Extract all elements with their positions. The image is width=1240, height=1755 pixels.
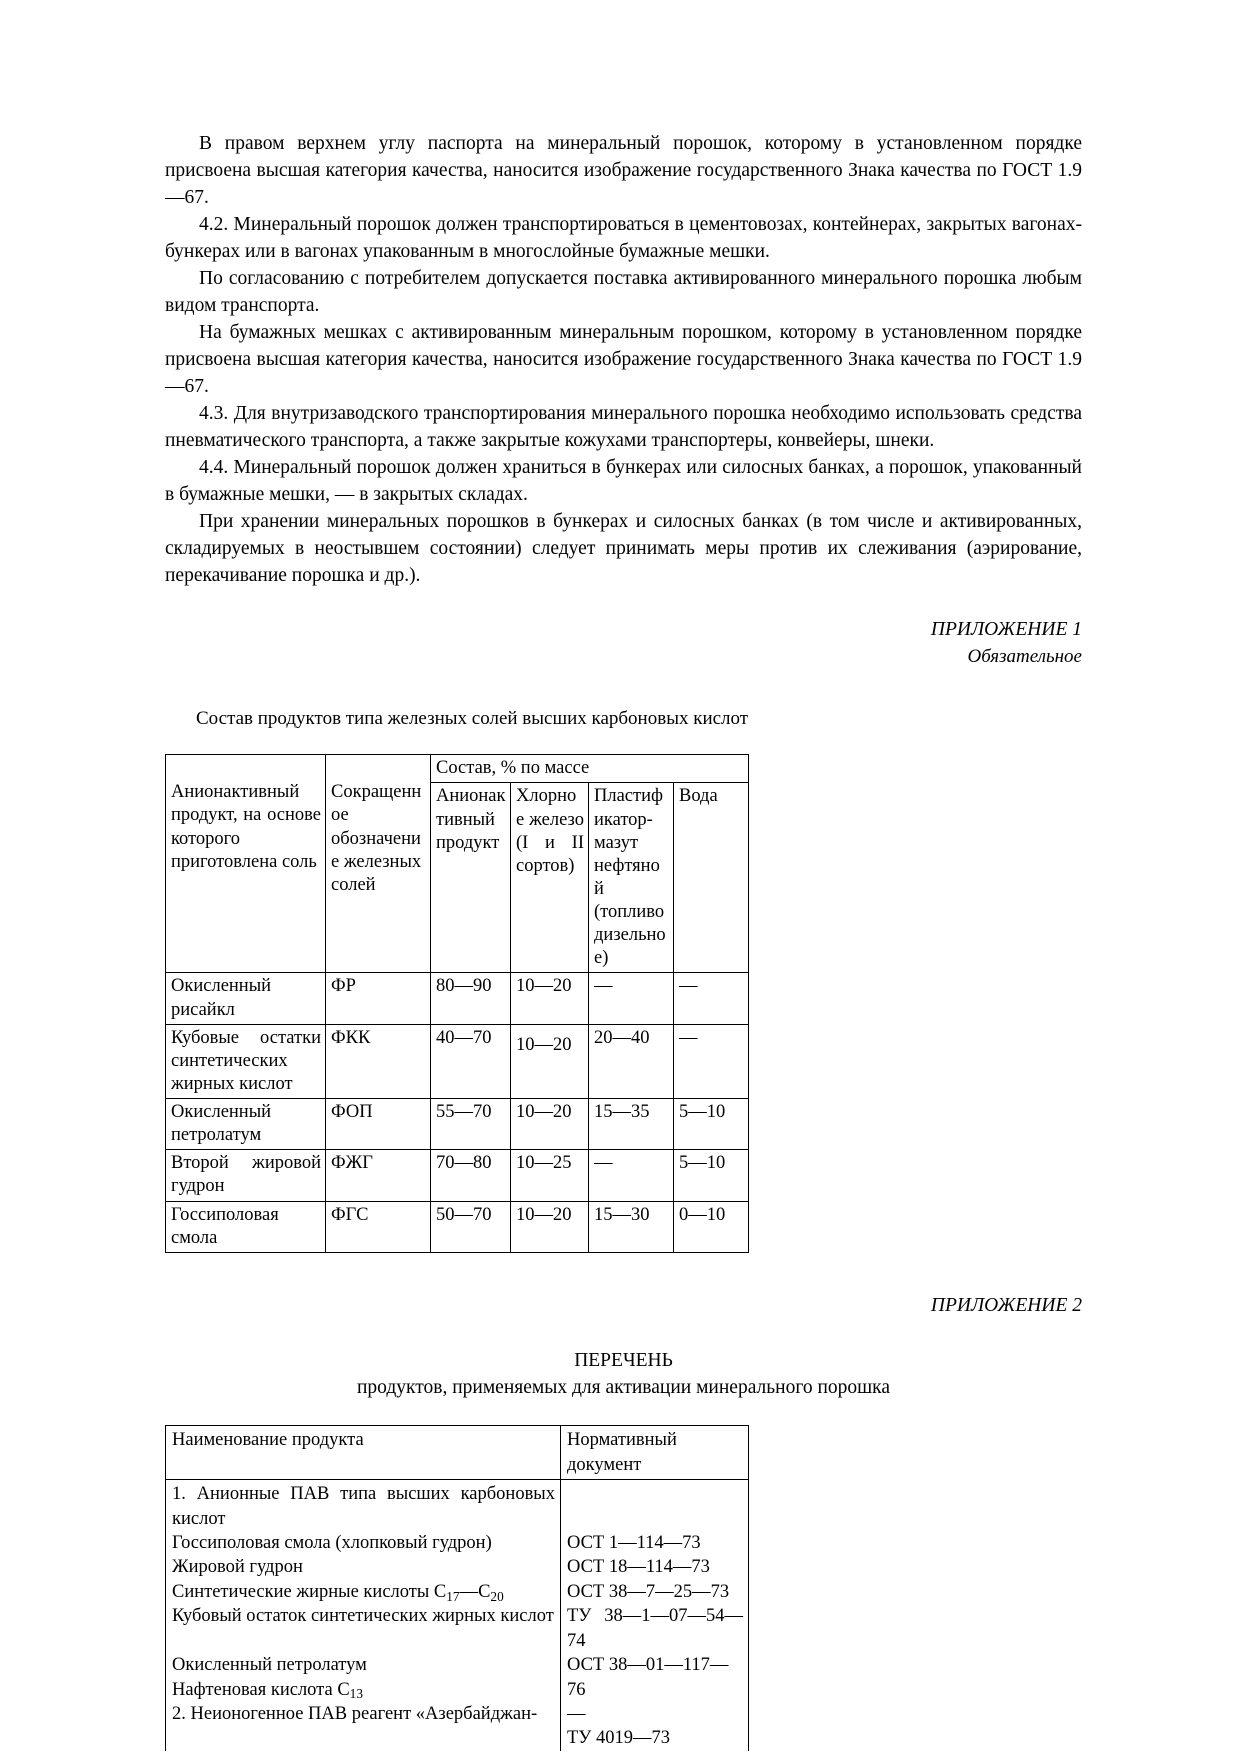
list-item: 2. Неионогенное ПАВ реагент «Азербайджан- xyxy=(172,1703,538,1724)
cell-ferric: 10—25 xyxy=(511,1150,589,1201)
list-item: Кубовый остаток синтетических жирных кислот xyxy=(172,1606,554,1627)
paragraph-7: При хранении минеральных порошков в бункерах и силосных банках (в том числе и активированных, складируемых в неостывшем состоянии) следует принимать меры против их слеживания (аэрирование, перекачивание порошка и др.). xyxy=(165,511,1082,586)
doc-item-blank xyxy=(567,1482,743,1506)
table-1-caption: Состав продуктов типа железных солей высших карбоновых кислот xyxy=(196,707,749,729)
cell-plasticizer: 15—30 xyxy=(589,1201,674,1252)
header-plasticizer-col: Пластификатор-мазут нефтяной (топливо дизельное) xyxy=(589,783,674,973)
header-composition-group: Состав, % по массе xyxy=(431,755,749,783)
appendix-2-subtitle: продуктов, применяемых для активации минерального порошка xyxy=(356,1377,890,1399)
doc-item: ОСТ 18—114—73 xyxy=(567,1557,710,1578)
cell-ferric: 10—20 xyxy=(511,1099,589,1150)
cell-product: Кубовые остатки синтетических жирных кислот xyxy=(166,1024,326,1098)
paragraph-3: По согласованию с потребителем допускается поставка активированного минерального порошка любым видом транспорта. xyxy=(165,268,1082,316)
cell-plasticizer: 20—40 xyxy=(589,1024,674,1098)
cell-anionic: 80—90 xyxy=(431,973,511,1024)
cell-product: Госсиполовая смола xyxy=(166,1201,326,1252)
cell-product: Окисленный рисайкл xyxy=(166,973,326,1024)
list-item: Нафтеновая кислота $C_{13}$ xyxy=(172,1679,363,1702)
header-anionic-product: Анионактивный продукт, на основе которого приготовлена соль xyxy=(166,755,326,973)
cell-water: 5—10 xyxy=(674,1150,749,1201)
cell-anionic: 40—70 xyxy=(431,1024,511,1098)
header-normative-document: Нормативный документ xyxy=(561,1426,749,1480)
cell-product: Окисленный петролатум xyxy=(166,1099,326,1150)
header-short-designation: Сокращенное обозначение железных солей xyxy=(326,755,431,973)
table-row xyxy=(166,973,749,1024)
table-row-list xyxy=(166,1480,749,1751)
paragraph-4: На бумажных мешках с активированным минеральным порошком, которому в установленном порядке присвоена высшая категория качества, наносится изображение государственного Знака качества по ГОСТ 1.9—67. xyxy=(165,322,1082,397)
table-row-header xyxy=(166,1426,749,1480)
cell-plasticizer: — xyxy=(589,1150,674,1201)
cell-water: — xyxy=(674,973,749,1024)
table-row-group-header xyxy=(166,755,749,783)
composition-table xyxy=(165,754,749,1253)
cell-product-names xyxy=(166,1480,561,1751)
list-item: Синтетические жирные кислоты $C_{17}—C_{20}$ xyxy=(172,1581,504,1604)
cell-code: ФКК xyxy=(326,1024,431,1098)
cell-anionic: 70—80 xyxy=(431,1150,511,1201)
products-list-table xyxy=(165,1425,749,1750)
appendix-2-title: ПЕРЕЧЕНЬ xyxy=(574,1349,673,1371)
table-row xyxy=(166,1099,749,1150)
cell-plasticizer: 15—35 xyxy=(589,1099,674,1150)
header-ferric-chloride-col: Хлорное железо (I и II сортов) xyxy=(511,783,589,973)
appendix-2-label: ПРИЛОЖЕНИЕ 2 xyxy=(930,1294,1082,1316)
doc-item-blank xyxy=(567,1507,743,1531)
doc-item: ТУ 38—1—07—54—74 xyxy=(567,1606,743,1651)
list-item: Окисленный петролатум xyxy=(172,1655,367,1676)
table-row xyxy=(166,1201,749,1252)
header-anionic-col: Анионактивный продукт xyxy=(431,783,511,973)
paragraph-6: 4.4. Минеральный порошок должен храниться в бункерах или силосных банках, а порошок, упакованный в бумажные мешки, — в закрытых складах. xyxy=(165,457,1082,505)
cell-code: ФР xyxy=(326,973,431,1024)
paragraph-2: 4.2. Минеральный порошок должен транспортироваться в цементовозах, контейнерах, закрытых вагонах-бункерах или в вагонах упакованным в многослойные бумажные мешки. xyxy=(165,214,1082,262)
doc-item: ОСТ 38—01—117—76 xyxy=(567,1655,729,1700)
cell-water: — xyxy=(674,1024,749,1098)
table-row xyxy=(166,1150,749,1201)
paragraph-5: 4.3. Для внутризаводского транспортирования минерального порошка необходимо использовать средства пневматического транспорта, а также закрытые кожухами транспортеры, конвейеры, шнеки. xyxy=(165,403,1082,451)
header-product-name: Наименование продукта xyxy=(166,1426,561,1480)
cell-ferric: 10—20 xyxy=(511,973,589,1024)
list-item: Госсиполовая смола (хлопковый гудрон) xyxy=(172,1533,492,1554)
appendix-1-label: ПРИЛОЖЕНИЕ 1 xyxy=(930,619,1082,640)
cell-code: ФГС xyxy=(326,1201,431,1252)
list-item: 1. Анионные ПАВ типа высших карбоновых кислот xyxy=(172,1484,555,1529)
cell-anionic: 55—70 xyxy=(431,1099,511,1150)
doc-item: ТУ 4019—73 xyxy=(567,1728,671,1749)
header-water-col: Вода xyxy=(674,783,749,973)
doc-item: — xyxy=(567,1703,586,1724)
list-item-spacer xyxy=(172,1629,555,1653)
cell-water: 5—10 xyxy=(674,1099,749,1150)
cell-ferric: 10—20 xyxy=(511,1024,589,1098)
doc-item: ОСТ 1—114—73 xyxy=(567,1533,701,1554)
table-row xyxy=(166,1024,749,1098)
cell-water: 0—10 xyxy=(674,1201,749,1252)
cell-code: ФОП xyxy=(326,1099,431,1150)
cell-product: Второй жировой гудрон xyxy=(166,1150,326,1201)
paragraph-1: В правом верхнем углу паспорта на минеральный порошок, которому в установленном порядке присвоена высшая категория качества, наносится изображение государственного Знака качества по ГОСТ 1.9—67. xyxy=(165,133,1082,208)
cell-normative-docs xyxy=(561,1480,749,1751)
cell-ferric: 10—20 xyxy=(511,1201,589,1252)
appendix-1-subtitle: Обязательное xyxy=(967,645,1082,667)
cell-anionic: 50—70 xyxy=(431,1201,511,1252)
cell-code: ФЖГ xyxy=(326,1150,431,1201)
doc-item: ОСТ 38—7—25—73 xyxy=(567,1581,730,1602)
list-item: Жировой гудрон xyxy=(172,1557,303,1578)
cell-plasticizer: — xyxy=(589,973,674,1024)
